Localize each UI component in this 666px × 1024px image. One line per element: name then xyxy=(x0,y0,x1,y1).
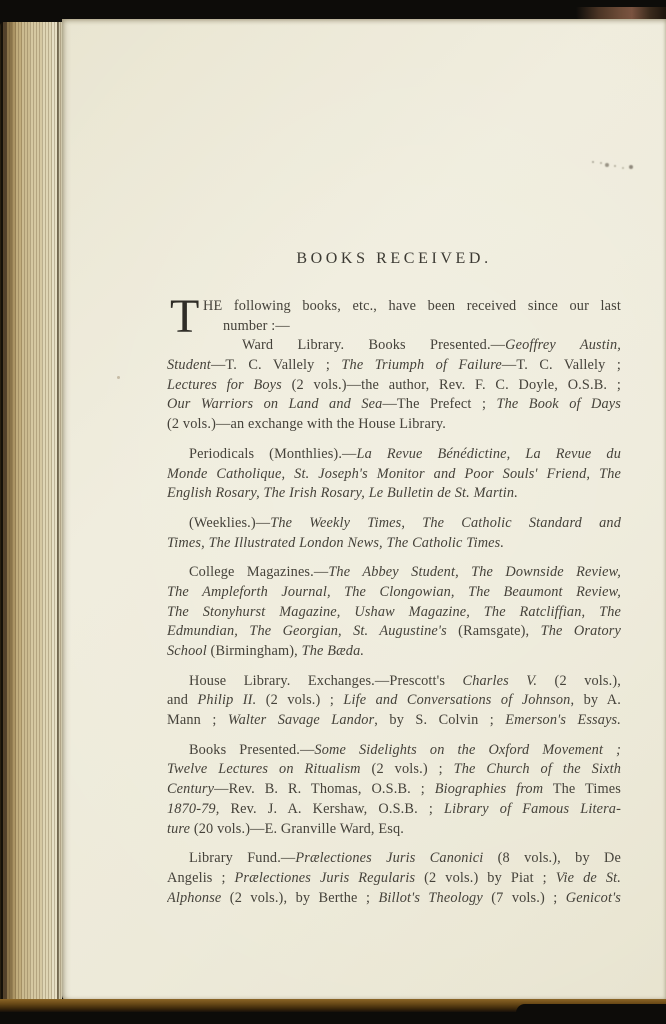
text-run: —T. C. Vallely ; xyxy=(501,357,621,374)
text-line xyxy=(167,484,621,504)
text-line xyxy=(167,711,621,731)
book-title-text: The Church of the Sixth xyxy=(453,761,621,778)
text-run: HE following books, etc., have been received since our last xyxy=(203,298,621,314)
text-line xyxy=(167,514,621,534)
book-title-text: The Book of Days xyxy=(496,396,621,413)
book-title-text: English Rosary, The Irish Rosary, Le Bulletin de St. Martin. xyxy=(167,485,518,502)
text-run: (2 vols.) ; xyxy=(360,761,454,778)
text-run: , by A. xyxy=(570,692,621,709)
paragraph-library-fund xyxy=(167,849,621,908)
text-run: (20 vols.)—E. Granville Ward, Esq. xyxy=(190,820,404,837)
book-title-text: Genicot's xyxy=(565,889,621,906)
book-title-text: Some Sidelights on the Oxford Movement ; xyxy=(314,741,621,758)
text-line xyxy=(167,297,621,317)
book-title-text: The Stonyhurst Magazine, Ushaw Magazine, The Ratcliffian, The xyxy=(167,603,621,620)
text-line xyxy=(167,336,621,356)
text-run: Books Presented.— xyxy=(189,741,315,758)
text-line xyxy=(167,869,621,889)
text-run: The Times xyxy=(543,781,621,798)
text-run: Angelis ; xyxy=(167,869,235,886)
text-block xyxy=(167,19,621,918)
text-line xyxy=(167,376,621,396)
text-run: (Ramsgate), xyxy=(446,623,541,640)
paragraph-house-library-exchanges xyxy=(167,672,621,731)
text-line xyxy=(167,534,621,554)
book-title-text: Life and Conversations of Johnson xyxy=(343,692,571,709)
text-line xyxy=(167,672,621,692)
text-line xyxy=(167,445,621,465)
book-title-text: Twelve Lectures on Ritualism xyxy=(167,761,361,778)
text-run: (2 vols.) ; xyxy=(256,692,344,709)
text-run: (Weeklies.)— xyxy=(189,514,271,531)
book-title-text: Philip II. xyxy=(197,692,257,709)
text-run: (2 vols.), by Berthe ; xyxy=(221,889,379,906)
text-run: (2 vols.)—the author, Rev. F. C. Doyle, O.S.B. ; xyxy=(281,376,621,393)
paragraph-list xyxy=(167,290,621,908)
text-run: (2 vols.) by Piat ; xyxy=(415,869,556,886)
book-title-text: ture xyxy=(167,820,191,837)
paragraph-opening xyxy=(167,290,621,435)
book-title-text: The Ampleforth Journal, The Clongowian, The Beaumont Review, xyxy=(167,583,621,600)
text-line xyxy=(167,820,621,840)
drop-cap: T xyxy=(170,290,200,343)
text-line xyxy=(167,849,621,869)
book-title-text: La Revue Bénédictine, La Revue du xyxy=(356,445,621,462)
paragraph-books-presented xyxy=(167,741,621,839)
text-run: —Rev. B. R. Thomas, O.S.B. ; xyxy=(214,781,435,798)
text-line xyxy=(167,415,621,435)
book-page-edges xyxy=(0,22,62,1004)
book-title-text: Monde Catholique, St. Joseph's Monitor and Poor Souls' Friend, The xyxy=(167,465,621,482)
paragraph-college-magazines xyxy=(167,563,621,661)
text-line xyxy=(167,563,621,583)
book-page xyxy=(62,19,666,1001)
text-run: (7 vols.) ; xyxy=(482,889,566,906)
text-line xyxy=(167,395,621,415)
text-run: (2 vols.), xyxy=(537,672,621,689)
book-title-text: Walter Savage Landor xyxy=(227,712,375,729)
paragraph-weeklies xyxy=(167,514,621,553)
text-line xyxy=(167,622,621,642)
book-title-text: Library of Famous Litera- xyxy=(444,800,621,817)
book-title-text: The Oratory xyxy=(540,623,621,640)
text-run: (Birmingham), xyxy=(206,643,302,659)
book-title-text: Century xyxy=(167,781,215,798)
book-title-text: Prælectiones Juris Regularis xyxy=(234,869,416,886)
text-run: House Library. Exchanges.—Prescott's xyxy=(189,672,463,689)
book-title-text: 1870-79, xyxy=(167,800,220,817)
text-run: Mann ; xyxy=(167,712,228,729)
text-run: Periodicals (Monthlies).— xyxy=(189,445,357,462)
text-run: Rev. J. A. Kershaw, O.S.B. ; xyxy=(219,800,444,817)
book-cover-bottom xyxy=(0,999,666,1012)
book-title-text: Geoffrey Austin, xyxy=(505,337,621,354)
book-title-text: Emerson's Essays. xyxy=(505,712,621,729)
text-line xyxy=(167,642,621,662)
text-run: —T. C. Vallely ; xyxy=(210,357,342,374)
book-title-text: Charles V. xyxy=(462,672,538,689)
book-title-text: Biographies from xyxy=(434,781,544,798)
book-title-text: Alphonse xyxy=(167,889,222,906)
book-title-text: The Triumph of Failure xyxy=(341,357,502,374)
book-title-text: Billot's Theology xyxy=(378,889,483,906)
text-line xyxy=(167,603,621,623)
text-run: number :— xyxy=(223,317,290,334)
text-run: Ward Library. Books Presented.— xyxy=(242,337,506,354)
text-line xyxy=(167,465,621,485)
text-line xyxy=(167,691,621,711)
text-run: and xyxy=(167,692,198,709)
book-title-text: School xyxy=(167,643,207,659)
text-line xyxy=(167,889,621,909)
book-title-text: Student xyxy=(167,357,211,374)
page-title: BOOKS RECEIVED. xyxy=(296,250,492,267)
book-title-text: Lectures for Boys xyxy=(167,376,282,393)
book-title-text: The Bæda. xyxy=(301,643,365,659)
book-title-text: Edmundian, The Georgian, St. Augustine's xyxy=(167,623,447,640)
text-line xyxy=(167,800,621,820)
book-title-text: Prælectiones Juris Canonici xyxy=(295,850,484,867)
text-line xyxy=(167,780,621,800)
page-smudge xyxy=(592,161,594,163)
text-line xyxy=(167,317,621,337)
text-run: Library Fund.— xyxy=(189,850,296,867)
text-run: (2 vols.)—an exchange with the House Library. xyxy=(167,416,446,433)
text-line xyxy=(167,760,621,780)
text-run: (8 vols.), by De xyxy=(483,850,621,867)
text-line xyxy=(167,741,621,761)
book-title-text: The Weekly Times, The Catholic Standard and xyxy=(270,514,621,531)
book-title-text: Our Warriors on Land and Sea xyxy=(167,396,383,413)
page-speck xyxy=(117,376,120,379)
book-title-text: The Abbey Student, The Downside Review, xyxy=(328,564,621,581)
paragraph-periodicals-monthlies xyxy=(167,445,621,504)
book-title-text: Vie de St. xyxy=(555,869,621,886)
book-title-text: Times, The Illustrated London News, The Catholic Times. xyxy=(167,534,505,551)
text-run: , by S. Colvin ; xyxy=(374,712,506,729)
text-run: —The Prefect ; xyxy=(382,396,497,413)
text-line xyxy=(167,356,621,376)
text-line xyxy=(167,583,621,603)
text-run: College Magazines.— xyxy=(189,564,329,581)
